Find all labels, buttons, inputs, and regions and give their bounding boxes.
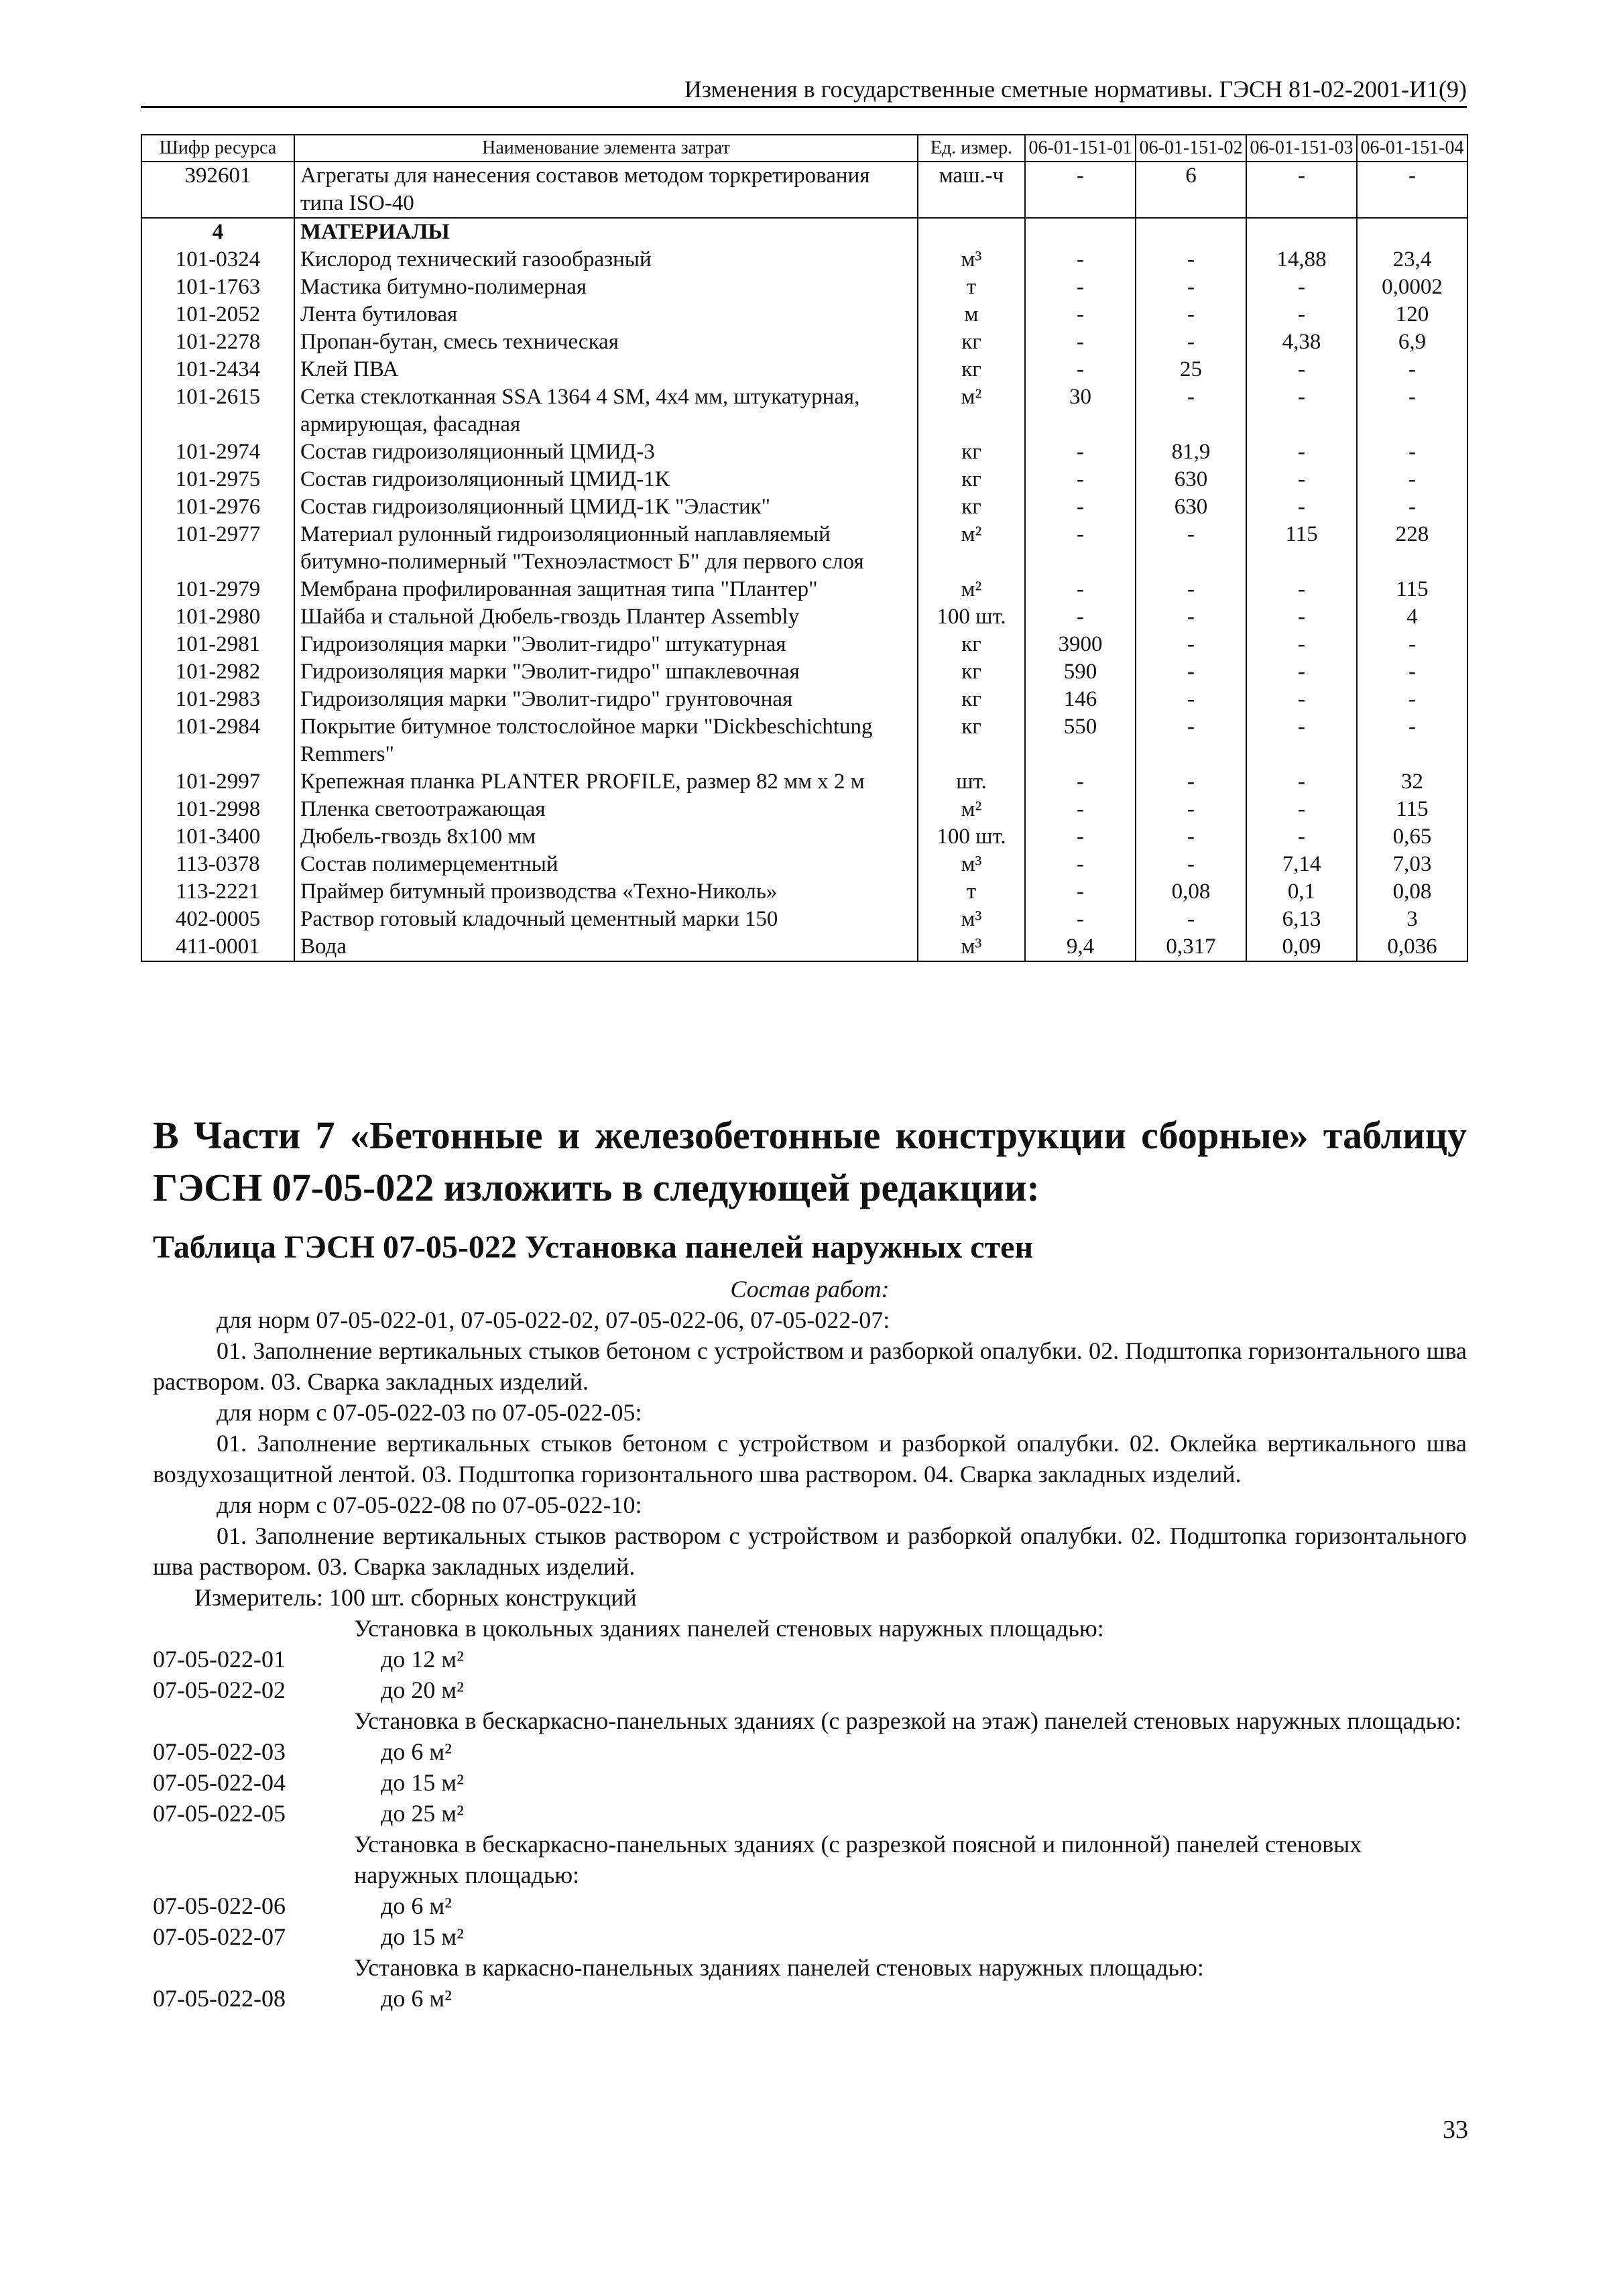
norm-item	[153, 1921, 1467, 1952]
row-code: 101-2434	[141, 356, 294, 383]
row-code: 101-3400	[141, 823, 294, 851]
amendment-heading: В Части 7 «Бетонные и железобетонные конструкции сборные» таблицу ГЭСН 07-05-022 изложить в следующей редакции:	[153, 1113, 1467, 1209]
work-composition-title: Состав работ:	[730, 1276, 890, 1303]
row-code: 101-2977	[141, 521, 294, 576]
row-unit: кг	[918, 466, 1025, 493]
row-code: 101-2052	[141, 301, 294, 328]
meter-line: Измеритель: 100 шт. сборных конструкций	[194, 1584, 637, 1611]
col-header-norm-1: 06-01-151-01	[1025, 135, 1136, 162]
table-row	[141, 301, 1467, 328]
row-unit: м²	[918, 521, 1025, 576]
norm-item	[153, 1767, 1467, 1798]
row-value-1: -	[1025, 796, 1136, 823]
row-name: Состав гидроизоляционный ЦМИД-1К "Эластик"	[294, 493, 918, 521]
row-name: Пропан-бутан, смесь техническая	[294, 328, 918, 356]
row-value-3: 0,09	[1246, 933, 1357, 961]
row-value-4: 7,03	[1357, 851, 1467, 878]
row-value-4: 23,4	[1357, 246, 1467, 274]
row-name: Материал рулонный гидроизоляционный наплавляемый битумно-полимерный "Техноэластмост Б" для первого слоя	[294, 521, 918, 576]
row-value-1: -	[1025, 246, 1136, 274]
norm-area: до 20 м²	[381, 1677, 464, 1703]
row-value-3: -	[1246, 274, 1357, 301]
row-value-3: 115	[1246, 521, 1357, 576]
row-value-4: -	[1357, 466, 1467, 493]
row-name: Состав гидроизоляционный ЦМИД-3	[294, 438, 918, 466]
row-code: 101-2975	[141, 466, 294, 493]
row-value-1: -	[1025, 823, 1136, 851]
row-value-4: -	[1357, 438, 1467, 466]
row-value-3: -	[1246, 438, 1357, 466]
col-header-norm-4: 06-01-151-04	[1357, 135, 1467, 162]
row-code: 402-0005	[141, 906, 294, 933]
row-value-3: -	[1246, 686, 1357, 713]
row-unit: кг	[918, 438, 1025, 466]
row-unit: кг	[918, 713, 1025, 768]
row-value-4: -	[1357, 493, 1467, 521]
row-name: Праймер битумный производства «Техно-Николь»	[294, 878, 918, 906]
table-row	[141, 686, 1467, 713]
row-value-4: -	[1357, 713, 1467, 768]
row-value-2: -	[1136, 383, 1246, 438]
row-value-1: -	[1025, 466, 1136, 493]
table-row	[141, 603, 1467, 631]
row-value-4: -	[1357, 383, 1467, 438]
row-name: Состав гидроизоляционный ЦМИД-1К	[294, 466, 918, 493]
table-row	[141, 851, 1467, 878]
row-value-4: -	[1357, 162, 1467, 218]
row-value-3: 6,13	[1246, 906, 1357, 933]
row-code: 101-2979	[141, 576, 294, 603]
table-row	[141, 878, 1467, 906]
row-value-2: 630	[1136, 493, 1246, 521]
row-value-4: 0,0002	[1357, 274, 1467, 301]
row-unit: м³	[918, 933, 1025, 961]
norm-code: 07-05-022-06	[153, 1892, 286, 1919]
table-row	[141, 328, 1467, 356]
row-value-3: -	[1246, 576, 1357, 603]
norm-item	[153, 1798, 1467, 1829]
row-value-1: -	[1025, 162, 1136, 218]
row-value-4: 3	[1357, 906, 1467, 933]
row-unit: кг	[918, 328, 1025, 356]
norm-item	[153, 1736, 1467, 1767]
row-value-2: -	[1136, 713, 1246, 768]
row-name: Крепежная планка PLANTER PROFILE, размер 82 мм х 2 м	[294, 768, 918, 796]
row-value-2: 0,08	[1136, 878, 1246, 906]
table-row	[141, 658, 1467, 686]
row-value-2: -	[1136, 796, 1246, 823]
table-row	[141, 383, 1467, 438]
row-value-2: -	[1136, 768, 1246, 796]
row-value-3: -	[1246, 823, 1357, 851]
row-value-3: -	[1246, 383, 1357, 438]
row-value-2: -	[1136, 823, 1246, 851]
row-code: 101-1763	[141, 274, 294, 301]
row-value-1: -	[1025, 356, 1136, 383]
row-value-1: -	[1025, 493, 1136, 521]
row-value-2: 0,317	[1136, 933, 1246, 961]
row-value-4: 0,65	[1357, 823, 1467, 851]
col-header-code: Шифр ресурса	[141, 135, 294, 162]
norm-code: 07-05-022-07	[153, 1923, 286, 1950]
row-unit: м³	[918, 246, 1025, 274]
row-name: Покрытие битумное толстослойное марки "Dickbeschichtung Remmers"	[294, 713, 918, 768]
row-name: Клей ПВА	[294, 356, 918, 383]
row-unit: т	[918, 274, 1025, 301]
work-steps-paragraph: 01. Заполнение вертикальных стыков бетоном с устройством и разборкой опалубки. 02. Оклейка вертикального шва воздухозащитной лентой. 03. Подштопка горизонтального шва раствором. 04. Сварка закладных изделий.	[153, 1430, 1467, 1488]
running-header: Изменения в государственные сметные нормативы. ГЭСН 81-02-2001-И1(9)	[141, 72, 1467, 108]
norm-item	[153, 1644, 1467, 1675]
row-name: Шайба и стальной Дюбель-гвоздь Плантер Assembly	[294, 603, 918, 631]
row-name: Пленка светоотражающая	[294, 796, 918, 823]
work-steps-paragraph: 01. Заполнение вертикальных стыков раствором с устройством и разборкой опалубки. 02. Подштопка горизонтального шва раствором. 03. Сварка закладных изделий.	[153, 1522, 1467, 1580]
row-name: Дюбель-гвоздь 8х100 мм	[294, 823, 918, 851]
norm-area: до 12 м²	[381, 1646, 464, 1673]
table-row	[141, 631, 1467, 658]
row-code: 113-0378	[141, 851, 294, 878]
row-code: 101-2981	[141, 631, 294, 658]
norm-item	[153, 1890, 1467, 1921]
row-code: 101-2615	[141, 383, 294, 438]
row-value-2: 81,9	[1136, 438, 1246, 466]
row-unit: м²	[918, 576, 1025, 603]
table-row	[141, 438, 1467, 466]
row-code: 101-2278	[141, 328, 294, 356]
row-value-1: 3900	[1025, 631, 1136, 658]
norm-code: 07-05-022-05	[153, 1800, 286, 1827]
row-value-1: -	[1025, 438, 1136, 466]
row-value-1: 30	[1025, 383, 1136, 438]
table-row	[141, 796, 1467, 823]
row-code: 101-2983	[141, 686, 294, 713]
section-code: 4	[141, 218, 294, 246]
row-name: Вода	[294, 933, 918, 961]
row-name: Мембрана профилированная защитная типа "Плантер"	[294, 576, 918, 603]
row-value-2: -	[1136, 851, 1246, 878]
norm-group-title: Установка в цокольных зданиях панелей стеновых наружных площадью:	[354, 1615, 1104, 1642]
col-header-norm-3: 06-01-151-03	[1246, 135, 1357, 162]
row-unit: 100 шт.	[918, 823, 1025, 851]
row-value-4: 120	[1357, 301, 1467, 328]
row-value-2: -	[1136, 301, 1246, 328]
row-value-3: 14,88	[1246, 246, 1357, 274]
row-unit: кг	[918, 658, 1025, 686]
row-value-2: 6	[1136, 162, 1246, 218]
row-code: 101-2998	[141, 796, 294, 823]
machine-row	[141, 162, 1467, 218]
norm-group-title: Установка в бескаркасно-панельных зданиях (с разрезкой поясной и пилонной) панелей стеновых наружных площадью:	[354, 1831, 1362, 1888]
row-value-1: -	[1025, 576, 1136, 603]
row-name: Сетка стеклотканная SSA 1364 4 SM, 4x4 мм, штукатурная, армирующая, фасадная	[294, 383, 918, 438]
row-value-1: 550	[1025, 713, 1136, 768]
table-row	[141, 933, 1467, 961]
row-code: 392601	[141, 162, 294, 218]
norm-group-title: Установка в бескаркасно-панельных зданиях (с разрезкой на этаж) панелей стеновых наружных площадью:	[354, 1707, 1461, 1734]
row-value-1: -	[1025, 328, 1136, 356]
row-code: 101-2997	[141, 768, 294, 796]
norm-code: 07-05-022-08	[153, 1985, 286, 2012]
table-header-row	[141, 135, 1467, 162]
row-unit: шт.	[918, 768, 1025, 796]
row-value-2: -	[1136, 631, 1246, 658]
row-value-4: 6,9	[1357, 328, 1467, 356]
row-unit: кг	[918, 356, 1025, 383]
table-row	[141, 713, 1467, 768]
section-row	[141, 218, 1467, 246]
work-steps-paragraph: 01. Заполнение вертикальных стыков бетоном с устройством и разборкой опалубки. 02. Подштопка горизонтального шва раствором. 03. Сварка закладных изделий.	[153, 1337, 1467, 1395]
norm-scope-line: для норм 07-05-022-01, 07-05-022-02, 07-05-022-06, 07-05-022-07:	[217, 1307, 890, 1333]
row-value-1: 146	[1025, 686, 1136, 713]
row-value-3: -	[1246, 713, 1357, 768]
norm-code: 07-05-022-03	[153, 1738, 286, 1765]
table-row	[141, 823, 1467, 851]
section-title: МАТЕРИАЛЫ	[294, 218, 918, 246]
row-value-1: -	[1025, 603, 1136, 631]
table-row	[141, 274, 1467, 301]
col-header-unit: Ед. измер.	[918, 135, 1025, 162]
row-value-3: -	[1246, 631, 1357, 658]
row-value-2: -	[1136, 274, 1246, 301]
norm-area: до 15 м²	[381, 1923, 464, 1950]
row-unit: кг	[918, 493, 1025, 521]
norm-scope-line: для норм с 07-05-022-08 по 07-05-022-10:	[217, 1492, 642, 1518]
row-value-4: -	[1357, 631, 1467, 658]
row-value-1: -	[1025, 851, 1136, 878]
row-value-3: 7,14	[1246, 851, 1357, 878]
row-value-2: -	[1136, 521, 1246, 576]
row-name: Раствор готовый кладочный цементный марки 150	[294, 906, 918, 933]
row-unit: м	[918, 301, 1025, 328]
row-value-2: -	[1136, 603, 1246, 631]
row-value-1: -	[1025, 301, 1136, 328]
row-unit: м²	[918, 383, 1025, 438]
row-value-4: -	[1357, 658, 1467, 686]
row-value-4: 4	[1357, 603, 1467, 631]
row-value-4: 0,08	[1357, 878, 1467, 906]
row-value-2: -	[1136, 658, 1246, 686]
row-value-4: 32	[1357, 768, 1467, 796]
table-row	[141, 576, 1467, 603]
row-value-3: -	[1246, 603, 1357, 631]
row-unit: 100 шт.	[918, 603, 1025, 631]
row-name: Гидроизоляция марки "Эволит-гидро" шпаклевочная	[294, 658, 918, 686]
row-code: 411-0001	[141, 933, 294, 961]
norm-area: до 6 м²	[381, 1738, 452, 1765]
row-name: Агрегаты для нанесения составов методом торкретирования типа ISO-40	[294, 162, 918, 218]
norm-item	[153, 1983, 1467, 2014]
col-header-name: Наименование элемента затрат	[294, 135, 918, 162]
row-value-3: -	[1246, 796, 1357, 823]
norm-code: 07-05-022-04	[153, 1769, 286, 1796]
row-value-2: -	[1136, 246, 1246, 274]
work-composition	[153, 1274, 1467, 2014]
row-value-3: -	[1246, 658, 1357, 686]
norm-item	[153, 1675, 1467, 1705]
row-value-3: -	[1246, 768, 1357, 796]
row-name: Гидроизоляция марки "Эволит-гидро" грунтовочная	[294, 686, 918, 713]
row-value-4: -	[1357, 686, 1467, 713]
table-title: Таблица ГЭСН 07-05-022 Установка панелей наружных стен	[153, 1229, 1034, 1265]
row-value-3: -	[1246, 493, 1357, 521]
row-code: 101-2974	[141, 438, 294, 466]
table-row	[141, 356, 1467, 383]
col-header-norm-2: 06-01-151-02	[1136, 135, 1246, 162]
row-code: 101-2984	[141, 713, 294, 768]
row-value-4: 0,036	[1357, 933, 1467, 961]
row-code: 113-2221	[141, 878, 294, 906]
table-row	[141, 521, 1467, 576]
table-row	[141, 768, 1467, 796]
table-row	[141, 906, 1467, 933]
row-value-3: -	[1246, 162, 1357, 218]
row-value-2: -	[1136, 686, 1246, 713]
row-code: 101-2976	[141, 493, 294, 521]
row-value-1: -	[1025, 274, 1136, 301]
row-unit: кг	[918, 631, 1025, 658]
norm-area: до 6 м²	[381, 1892, 452, 1919]
norm-scope-line: для норм с 07-05-022-03 по 07-05-022-05:	[217, 1399, 642, 1426]
row-value-2: -	[1136, 906, 1246, 933]
row-value-4: 228	[1357, 521, 1467, 576]
row-value-1: 9,4	[1025, 933, 1136, 961]
row-unit: кг	[918, 686, 1025, 713]
row-value-3: 0,1	[1246, 878, 1357, 906]
row-name: Кислород технический газообразный	[294, 246, 918, 274]
norm-area: до 6 м²	[381, 1985, 452, 2012]
row-name: Мастика битумно-полимерная	[294, 274, 918, 301]
norm-code: 07-05-022-02	[153, 1677, 286, 1703]
table-row	[141, 466, 1467, 493]
resource-table	[141, 134, 1468, 962]
norm-code: 07-05-022-01	[153, 1646, 286, 1673]
page-number: 33	[1443, 2116, 1468, 2144]
row-unit: м³	[918, 906, 1025, 933]
row-code: 101-2980	[141, 603, 294, 631]
row-value-3: -	[1246, 301, 1357, 328]
row-name: Лента бутиловая	[294, 301, 918, 328]
row-value-3: -	[1246, 356, 1357, 383]
norm-group-title: Установка в каркасно-панельных зданиях панелей стеновых наружных площадью:	[354, 1954, 1204, 1981]
table-row	[141, 246, 1467, 274]
row-name: Гидроизоляция марки "Эволит-гидро" штукатурная	[294, 631, 918, 658]
row-value-1: 590	[1025, 658, 1136, 686]
norm-area: до 25 м²	[381, 1800, 464, 1827]
row-value-4: 115	[1357, 796, 1467, 823]
row-value-2: -	[1136, 576, 1246, 603]
row-name: Состав полимерцементный	[294, 851, 918, 878]
row-value-4: -	[1357, 356, 1467, 383]
row-code: 101-0324	[141, 246, 294, 274]
row-value-4: 115	[1357, 576, 1467, 603]
row-value-1: -	[1025, 521, 1136, 576]
row-unit: т	[918, 878, 1025, 906]
row-value-1: -	[1025, 878, 1136, 906]
row-code: 101-2982	[141, 658, 294, 686]
norm-area: до 15 м²	[381, 1769, 464, 1796]
row-unit: м³	[918, 851, 1025, 878]
row-value-1: -	[1025, 768, 1136, 796]
row-value-3: -	[1246, 466, 1357, 493]
row-value-1: -	[1025, 906, 1136, 933]
row-unit: маш.-ч	[918, 162, 1025, 218]
row-value-2: 25	[1136, 356, 1246, 383]
row-value-3: 4,38	[1246, 328, 1357, 356]
row-unit: м²	[918, 796, 1025, 823]
table-row	[141, 493, 1467, 521]
row-value-2: 630	[1136, 466, 1246, 493]
row-value-2: -	[1136, 328, 1246, 356]
